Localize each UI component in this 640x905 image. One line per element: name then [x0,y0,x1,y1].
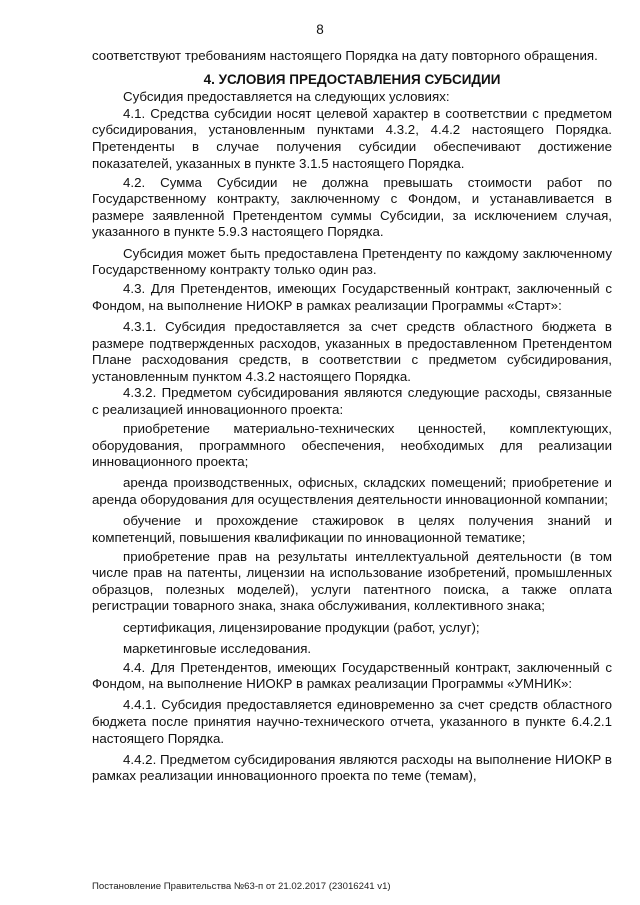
paragraph-4-3-2: 4.3.2. Предметом субсидирования являются следующие расходы, связанные с реализацией инновационного проекта: [92,385,612,417]
paragraph-intro: Субсидия предоставляется на следующих условиях: [123,89,450,105]
page-number: 8 [316,22,324,37]
list-item: обучение и прохождение стажировок в целях получения знаний и компетенций, повышения квалификации по инновационной тематике; [92,512,612,545]
paragraph-continuation: соответствуют требованиям настоящего Порядка на дату повторного обращения. [92,48,598,63]
footer-note: Постановление Правительства №63-п от 21.02.2017 (23016241 v1) [92,881,391,892]
paragraph-4-3: 4.3. Для Претендентов, имеющих Государственный контракт, заключенный с Фондом, на выполнение НИОКР в рамках реализации Программы «Старт»: [92,281,612,313]
paragraph-4-4-2: 4.4.2. Предметом субсидирования являются расходы на выполнение НИОКР в рамках реализации инновационного проекта по теме (темам), [92,751,612,784]
paragraph-one-time: Субсидия может быть предоставлена Претенденту по каждому заключенному Государственному контракту только один раз. [92,245,612,278]
list-item: аренда производственных, офисных, складских помещений; приобретение и аренда оборудования для осуществления деятельности инновационной компании; [92,475,612,507]
list-item: маркетинговые исследования. [123,640,312,656]
section-heading: 4. УСЛОВИЯ ПРЕДОСТАВЛЕНИЯ СУБСИДИИ [203,71,501,87]
paragraph-4-3-1: 4.3.1. Субсидия предоставляется за счет средств областного бюджета в размере подтвержденных расходов, указанных в предоставленном Претендентом Плане расходования средств, в соответствии с предметом субсидирования, установленным пунктом 4.3.2 настоящего Порядка. [92,318,612,384]
paragraph-4-2: 4.2. Сумма Субсидии не должна превышать стоимости работ по Государственному контракту, заключенному с Фондом, и устанавливается в размере заявленной Претендентом суммы Субсидии, за исключением случая, указанного в пункте 5.9.3 настоящего Порядка. [92,174,612,240]
paragraph-4-4-1: 4.4.1. Субсидия предоставляется единовременно за счет средств областного бюджета после принятия научно-технического отчета, указанного в пункте 6.4.2.1 настоящего Порядка. [92,697,612,746]
list-item: сертификация, лицензирование продукции (работ, услуг); [123,619,480,635]
list-item: приобретение материально-технических ценностей, комплектующих, оборудования, программного обеспечения, необходимых для реализации инновационного проекта; [92,420,612,470]
paragraph-4-1: 4.1. Средства субсидии носят целевой характер в соответствии с предметом субсидирования, установленным пунктами 4.3.2, 4.4.2 настоящего Порядка. Претенденты в случае получения субсидии обеспечивают достижение показателей, указанных в пункте 3.1.5 настоящего Порядка. [92,105,612,171]
list-item: приобретение прав на результаты интеллектуальной деятельности (в том числе прав на патенты, лицензии на использование изобретений, промышленных образцов, полезных моделей), услуги патентного поиска, а также оплата регистрации товарного знака, знака обслуживания, коллективного знака; [92,548,612,614]
document-body [92,48,612,785]
paragraph-4-4: 4.4. Для Претендентов, имеющих Государственный контракт, заключенный с Фондом, на выполнение НИОКР в рамках реализации Программы «УМНИК»: [92,659,612,692]
